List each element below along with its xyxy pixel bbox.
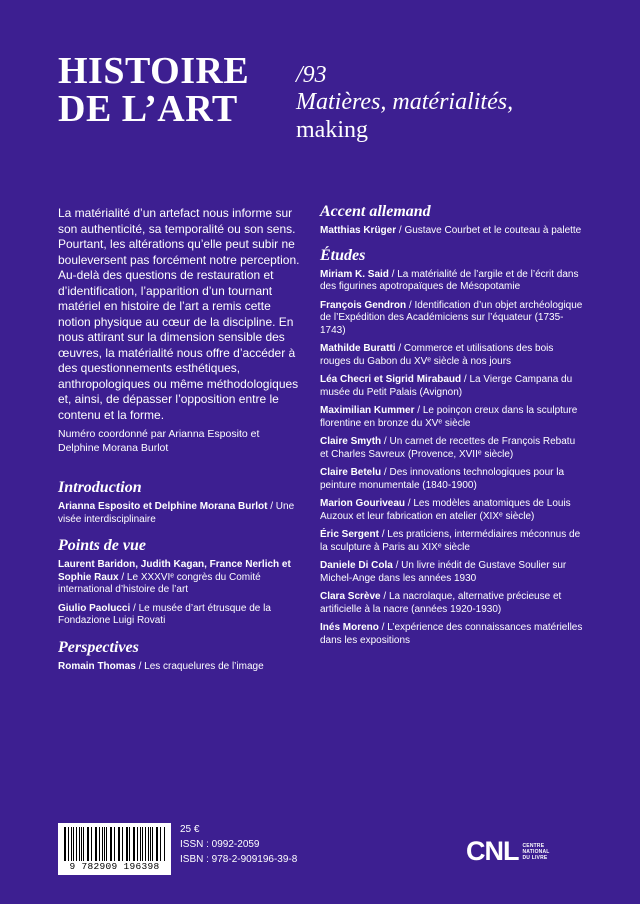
entry-title: / Le XXXVIᵉ congrès du Comité international d’histoire de l’art xyxy=(58,571,261,595)
toc-right-column xyxy=(320,202,585,653)
barcode-bar xyxy=(157,827,158,861)
barcode-bar xyxy=(122,827,123,861)
entry-title: / Gustave Courbet et le couteau à palette xyxy=(396,225,582,236)
cnl-text-line2: NATIONAL xyxy=(522,848,550,855)
isbn: ISBN : 978-2-909196-39-8 xyxy=(180,854,298,865)
section-heading: Études xyxy=(320,246,366,264)
toc-entry xyxy=(320,374,585,399)
cnl-logo xyxy=(466,838,550,865)
entry-title: / La nacrolaque, alternative précieuse et artificielle à la nacre (années 1920-1930) xyxy=(320,591,562,615)
issn: ISSN : 0992-2059 xyxy=(180,839,260,850)
toc-entry xyxy=(58,501,303,526)
barcode-bar xyxy=(129,827,130,861)
entry-author: Maximilian Kummer xyxy=(320,405,415,416)
barcode-bar xyxy=(73,827,74,861)
issue-subtitle-line2: making xyxy=(296,117,368,143)
barcode-bar xyxy=(99,827,100,861)
barcode xyxy=(58,823,171,875)
barcode-bar xyxy=(68,827,69,861)
journal-title-line2: DE L’ART xyxy=(58,88,238,130)
entry-title: / Commerce et utilisations des bois rouges du Gabon du XVᵉ siècle à nos jours xyxy=(320,343,554,367)
barcode-bar xyxy=(119,827,120,861)
entry-title: / Les praticiens, intermédiaires méconnus de la sculpture à Paris au XIXᵉ siècle xyxy=(320,529,581,553)
entry-author: Claire Smyth xyxy=(320,436,382,447)
entry-author: François Gendron xyxy=(320,299,407,311)
section-heading: Accent allemand xyxy=(320,203,431,220)
toc-entry xyxy=(320,405,585,430)
toc-entry xyxy=(320,622,585,647)
entry-title: / Un carnet de recettes de François Rebatu et Charles Savreux (Provence, XVIIᵉ siècle) xyxy=(320,436,576,460)
barcode-digits: 9 782909 196398 xyxy=(69,861,160,872)
toc-entry xyxy=(320,529,585,554)
cnl-text-line1: CENTRE xyxy=(522,842,545,849)
toc-entry xyxy=(320,269,585,294)
entry-author: Giulio Paolucci xyxy=(58,602,131,614)
entry-author: Daniele Di Cola xyxy=(320,560,393,571)
intro-text xyxy=(58,206,303,455)
issue-number: /93 xyxy=(296,62,327,88)
entry-title: / Un livre inédit de Gustave Soulier sur Michel-Ange dans les années 1930 xyxy=(320,560,567,584)
pricing-info xyxy=(180,822,297,867)
cnl-text-line3: DU LIVRE xyxy=(522,854,548,861)
entry-author: Marion Gouriveau xyxy=(320,498,406,509)
toc-entry xyxy=(320,467,585,492)
barcode-bar xyxy=(106,827,107,861)
toc-entry xyxy=(58,603,303,628)
issue-subtitle xyxy=(296,88,513,144)
section-heading: Introduction xyxy=(58,479,142,496)
section-heading: Perspectives xyxy=(58,638,139,656)
barcode-bar xyxy=(81,827,82,861)
toc-entry xyxy=(320,591,585,616)
toc-entry xyxy=(320,225,585,238)
entry-author: Inés Moreno xyxy=(320,622,379,633)
entry-author: Éric Sergent xyxy=(320,529,379,540)
barcode-bar xyxy=(140,827,141,861)
intro-paragraph: La matérialité d’un artefact nous informe sur son authenticité, sa temporalité ou son sens. Pourtant, les altérations qu’elle peut subir ne bouleversent pas forcément notre perception. Au-delà des questions de restauration et d’identification, l’apparition d’un tournant matériel en histoire de l’art a remis cette notion physique au cœur de la discipline. En nous attirant sur la dimension sensible des œuvres, la matérialité nous offre d’accéder à des questionnements esthétiques, anthropologiques ou même méthodologiques et, ainsi, de dépasser l’opposition entre le contenu et la forme. xyxy=(58,206,300,422)
section-heading: Points de vue xyxy=(58,537,146,554)
toc-left-column xyxy=(58,478,303,679)
toc-entry xyxy=(320,300,585,338)
entry-title: / Le poinçon creux dans la sculpture florentine en bronze du XVᵉ siècle xyxy=(320,405,578,429)
coordination-note: Numéro coordonné par Arianna Esposito et Delphine Morana Burlot xyxy=(58,428,260,454)
entry-title: / Les craquelures de l’image xyxy=(135,660,264,672)
toc-entry xyxy=(320,343,585,368)
entry-author: Matthias Krüger xyxy=(320,225,397,236)
entry-title: / L’expérience des connaissances matérielles dans les expositions xyxy=(320,622,583,646)
journal-title-line1: HISTOIRE xyxy=(58,50,250,92)
toc-entry xyxy=(320,560,585,585)
entry-author: Laurent Baridon, Judith Kagan, France Nerlich et Sophie Raux xyxy=(58,559,291,583)
cnl-logo-mark: CNL xyxy=(466,836,519,866)
entry-title: / Des innovations technologiques pour la peinture monumentale (1840-1900) xyxy=(320,467,565,491)
entry-author: Romain Thomas xyxy=(58,660,136,672)
barcode-bar xyxy=(145,827,146,861)
entry-title: / Les modèles anatomiques de Louis Auzoux et leur fabrication en atelier (XIXᵉ siècle) xyxy=(320,498,571,522)
cnl-logo-text xyxy=(523,843,550,861)
entry-title: / Identification d’un objet archéologique de l’Expédition des Académiciens sur l’équateur (1735-1743) xyxy=(320,299,583,336)
price: 25 € xyxy=(180,824,200,835)
issue-subtitle-line1: Matières, matérialités, xyxy=(296,89,514,115)
barcode-bar xyxy=(91,827,92,861)
entry-title: / Une visée interdisciplinaire xyxy=(58,501,295,525)
journal-title xyxy=(58,52,249,128)
issue-block xyxy=(296,62,513,144)
entry-title: / La Vierge Campana du musée du Petit Palais (Avignon) xyxy=(320,374,573,398)
entry-title: / Le musée d’art étrusque de la Fondazione Luigi Rovati xyxy=(58,602,271,626)
toc-entry xyxy=(320,436,585,461)
barcode-bar xyxy=(111,827,112,861)
entry-author: Claire Betelu xyxy=(320,467,382,478)
toc-entry xyxy=(320,498,585,523)
barcode-bar xyxy=(88,827,89,861)
entry-title: / La matérialité de l’argile et de l’écrit dans des figurines apotropaïques de Mésopotamie xyxy=(320,268,579,292)
entry-author: Arianna Esposito et Delphine Morana Burlot xyxy=(58,501,268,512)
barcode-bar xyxy=(152,827,153,861)
entry-author: Clara Scrève xyxy=(320,591,381,602)
barcode-bars xyxy=(64,827,165,861)
toc-entry xyxy=(58,559,303,597)
entry-author: Léa Checri et Sigrid Mirabaud xyxy=(320,374,462,385)
entry-author: Mathilde Buratti xyxy=(320,343,396,354)
toc-entry xyxy=(58,661,303,674)
entry-author: Miriam K. Said xyxy=(320,268,389,280)
